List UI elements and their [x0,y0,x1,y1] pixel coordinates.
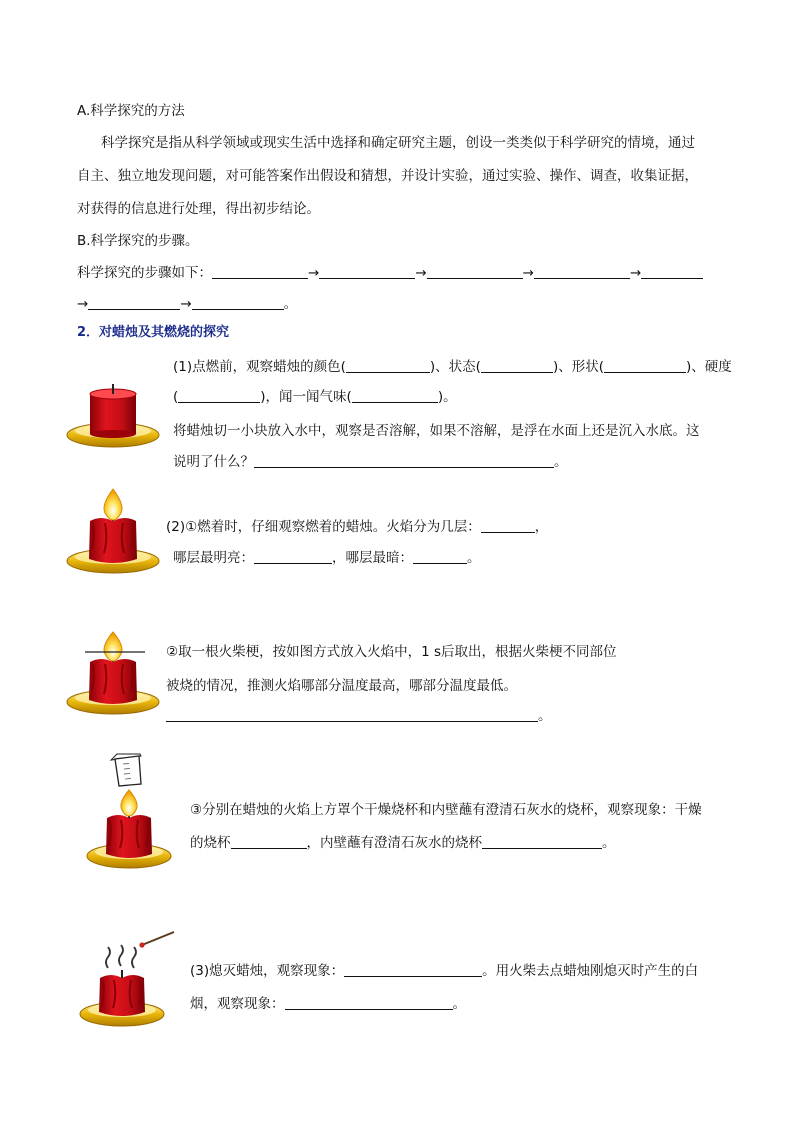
brightest-layer-blank[interactable] [254,548,332,564]
section-a-title: A.科学探究的方法 [77,103,185,119]
q1-line-1: (1)点燃前，观察蜡烛的颜色( )、状态( )、形状( )、硬度 [173,359,732,375]
q1-line-3: 将蜡烛切一小块放入水中，观察是否溶解，如果不溶解，是浮在水面上还是沉入水底。这 [173,423,700,439]
state-blank[interactable] [481,357,553,373]
smoke-icon [106,945,136,968]
arrow: → [415,265,427,281]
q2b-line-3: 。 [166,706,552,726]
step-blank-2[interactable] [319,263,415,279]
step-blank-1[interactable] [212,263,308,279]
steps-line-1 [77,263,703,283]
q3-line-2: 烟，观察现象： 。 [190,996,466,1012]
q2a-line-1: (2)①燃着时，仔细观察燃着的蜡烛。火焰分为几层： ， [166,519,549,535]
beaker-icon [111,754,141,786]
color-blank[interactable] [346,357,430,373]
step-blank-3[interactable] [427,263,523,279]
q2a-line-2: 哪层最明亮： ，哪层最暗： 。 [173,550,481,566]
candle-with-matchstick-icon [65,630,161,720]
match-icon [139,932,174,948]
section-b-title: B.科学探究的步骤。 [77,233,199,249]
section-a-paragraph-line-3: 对获得的信息进行处理，得出初步结论。 [77,201,320,217]
q1-line-4: 说明了什么？ 。 [173,454,568,470]
flame-layers-blank[interactable] [481,517,535,533]
q2b-line-1: ②取一根火柴梗，按如图方式放入火焰中，1 s后取出，根据火柴梗不同部位 [166,644,617,660]
arrow: → [308,265,320,281]
step-blank-4[interactable] [534,263,630,279]
hardness-blank[interactable] [178,387,260,403]
section-a-paragraph-line-2: 自主、独立地发现问题，对可能答案作出假设和猜想，并设计实验，通过实验、操作、调查，收集证据， [77,168,698,184]
step-blank-6[interactable] [88,294,180,310]
smell-blank[interactable] [352,387,438,403]
shape-blank[interactable] [604,357,686,373]
arrow: → [77,296,89,312]
step-blank-5[interactable] [641,263,703,279]
steps-end: 。 [283,296,298,312]
darkest-layer-blank[interactable] [413,548,467,564]
white-smoke-observation-blank[interactable] [285,994,453,1010]
arrow: → [180,296,192,312]
temperature-blank[interactable] [166,706,538,722]
steps-line-2 [77,294,297,314]
step-blank-7[interactable] [192,294,284,310]
meaning-blank[interactable] [254,452,554,468]
steps-label: 科学探究的步骤如下： [77,265,212,281]
q2b-line-2: 被烧的情况，推测火焰哪部分温度最高，哪部分温度最低。 [166,678,517,694]
lit-candle-icon [65,487,161,579]
limewater-beaker-blank[interactable] [482,833,602,849]
dry-beaker-blank[interactable] [231,833,307,849]
arrow: → [629,265,642,281]
candle-with-beaker-icon [83,750,179,874]
section-a-paragraph-line-1: 科学探究是指从科学领域或现实生活中选择和确定研究主题，创设一类类似于科学研究的情境，通过 [101,135,695,151]
section-2-heading: 2．对蜡烛及其燃烧的探究 [77,325,230,340]
q2c-line-1: ③分别在蜡烛的火焰上方罩个干燥烧杯和内壁蘸有澄清石灰水的烧杯，观察现象：干燥 [190,802,702,818]
arrow: → [522,265,534,281]
extinguished-candle-icon [76,928,176,1032]
q2c-line-2: 的烧杯 ，内壁蘸有澄清石灰水的烧杯 。 [190,835,616,851]
q1-line-2: ( )，闻一闻气味( )。 [173,389,457,405]
extinguish-observation-blank[interactable] [344,961,482,977]
q3-line-1: (3)熄灭蜡烛，观察现象： 。用火柴去点蜡烛刚熄灭时产生的白 [190,963,699,979]
unlit-candle-icon [65,380,161,454]
